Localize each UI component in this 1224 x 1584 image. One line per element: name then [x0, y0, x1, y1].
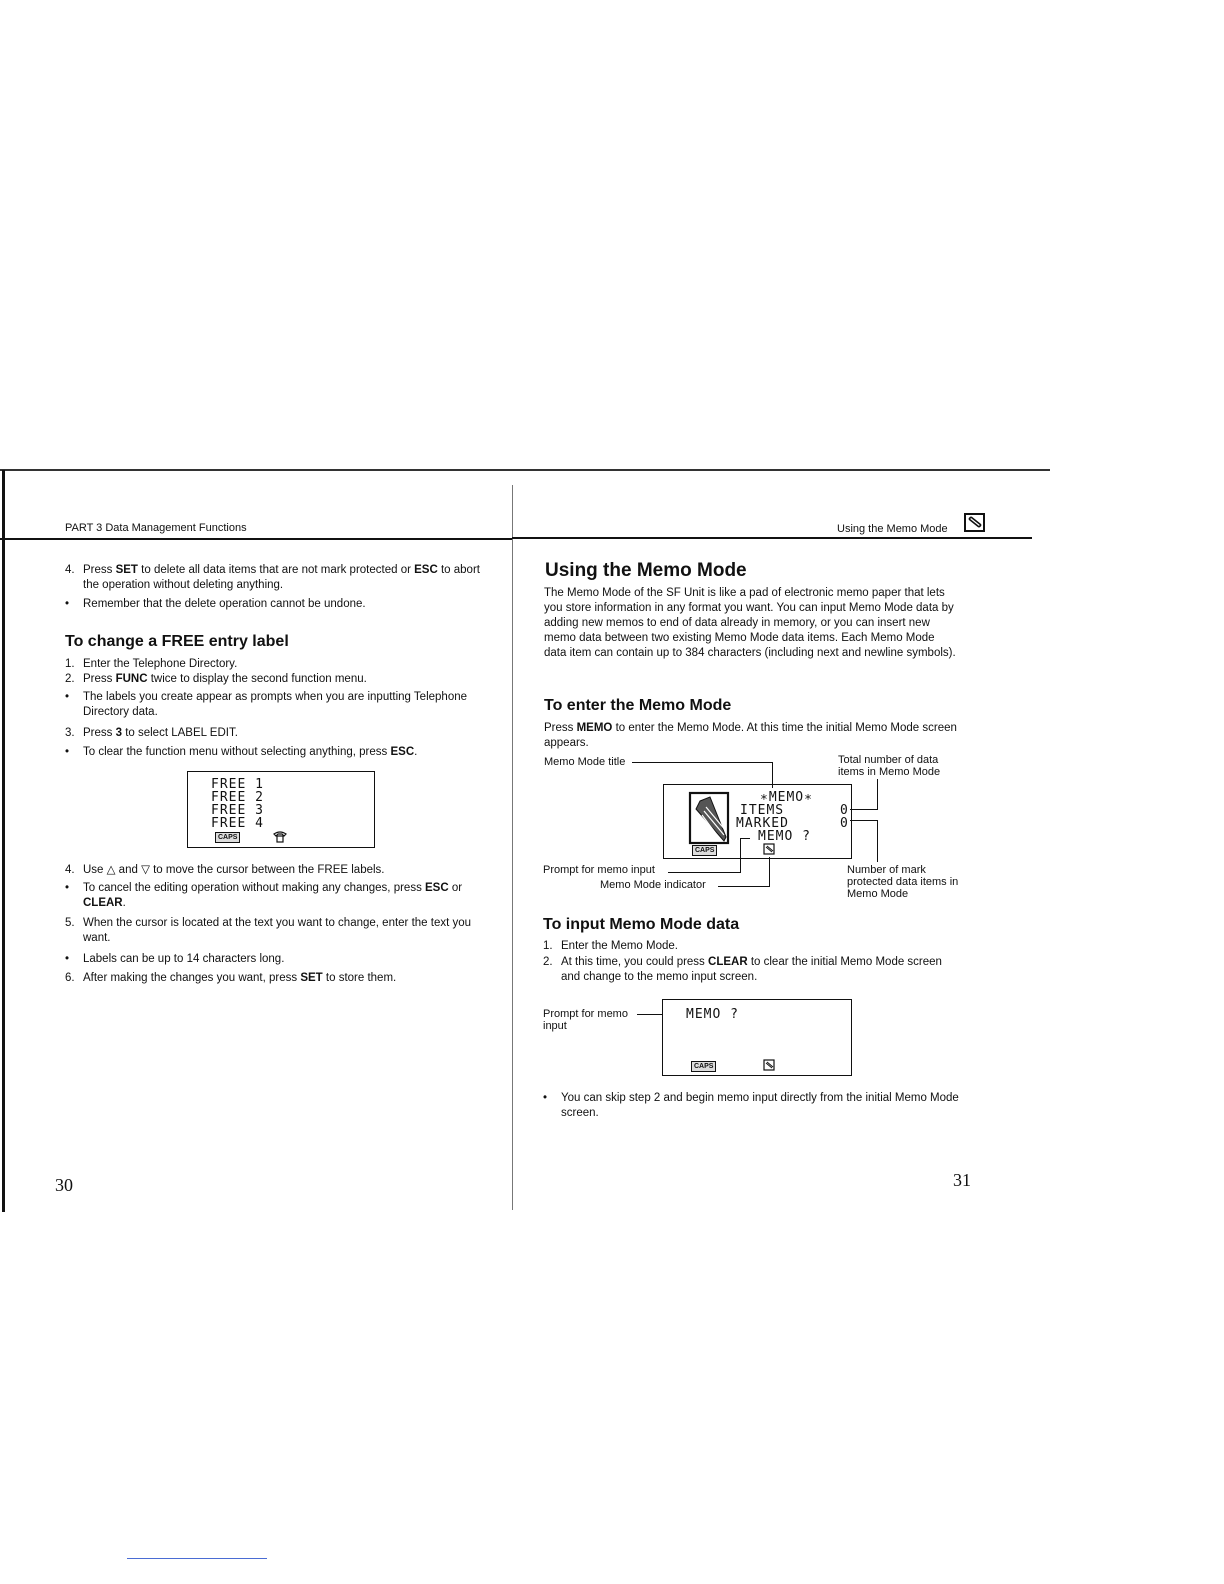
list-item: [65, 690, 485, 720]
list-item: [65, 971, 485, 986]
lcd-memo-title: ∗MEMO∗: [760, 790, 813, 805]
top-edge-rule: [0, 469, 1050, 471]
label-memo-indicator: Memo Mode indicator: [600, 879, 706, 891]
label-total-items: Total number of data items in Memo Mode: [838, 754, 941, 778]
label-prompt-memo-input: Prompt for memo input: [543, 864, 655, 876]
memo-indicator-icon: [763, 843, 775, 855]
enter-memo-text: Press MEMO to enter the Memo Mode. At this time the initial Memo Mode screen appears.: [544, 722, 957, 749]
lcd-marked-value: 0: [840, 816, 849, 831]
lcd-line: FREE 3: [211, 803, 264, 818]
enter-memo-title: To enter the Memo Mode: [544, 697, 732, 714]
leader-prompt-top: [740, 838, 750, 839]
leader-indicator-v: [769, 857, 770, 887]
list-item: [65, 563, 485, 593]
list-text: After making the changes you want, press SET to store them.: [83, 972, 397, 984]
list-marker: 3.: [65, 727, 75, 739]
list-text: When the cursor is located at the text you want to change, enter the text you want.: [83, 917, 472, 944]
list-marker: •: [65, 882, 70, 894]
memo-mode-intro: The Memo Mode of the SF Unit is like a pad of electronic memo paper that lets you store information in any format you want. You can input Memo Mode data by adding new memos to end of data already in memory, or you can insert new memo data between two existing Memo Mode data items. Each Memo Mode data item can contain up to 384 characters (including next and newline symbols).: [544, 587, 956, 659]
spine-line: [512, 485, 513, 1210]
list-marker: •: [65, 691, 70, 703]
caps-indicator: CAPS: [692, 845, 717, 856]
left-page-number: 30: [55, 1175, 73, 1195]
list-marker: 1.: [543, 940, 553, 952]
list-item: [65, 745, 485, 760]
leader-title-v: [772, 762, 773, 788]
left-page-edge: [2, 470, 5, 1212]
lcd-memo-prompt: MEMO ?: [686, 1007, 739, 1022]
list-text: Labels can be up to 14 characters long.: [83, 953, 285, 965]
free-labels-lcd: [187, 771, 375, 848]
list-text: The labels you create appear as prompts when you are inputting Telephone Directory data.: [83, 691, 468, 718]
list-item: [65, 916, 485, 946]
leader-marked-h: [850, 820, 878, 821]
list-text: Press SET to delete all data items that are not mark protected or ESC to abort the operation without deleting anything.: [83, 564, 480, 591]
lcd-memo-prompt: MEMO ?: [758, 829, 811, 844]
memo-mode-title: Using the Memo Mode: [545, 560, 747, 581]
leader-total-h: [850, 809, 878, 810]
label-prompt-memo-input-2: Prompt for memo input: [543, 1008, 628, 1032]
lcd-line: FREE 2: [211, 790, 264, 805]
list-marker: •: [65, 598, 70, 610]
list-item: [65, 672, 485, 687]
leader-title-h: [632, 762, 773, 763]
right-header-rule: [512, 537, 1032, 539]
memo-input-lcd: [662, 999, 852, 1076]
list-text: Enter the Memo Mode.: [561, 940, 678, 952]
left-header-rule: [0, 538, 512, 540]
input-memo-title: To input Memo Mode data: [543, 916, 740, 933]
leader-prompt-h: [668, 872, 741, 873]
list-text: You can skip step 2 and begin memo input directly from the initial Memo Mode screen.: [561, 1092, 959, 1119]
list-text: To clear the function menu without selecting anything, press ESC.: [83, 746, 418, 758]
list-marker: 1.: [65, 658, 75, 670]
memo-initial-lcd: [663, 784, 852, 859]
list-item: [543, 1091, 961, 1121]
lcd-marked-label: MARKED: [736, 816, 789, 831]
list-item: [65, 881, 485, 911]
leader-prompt-v: [740, 838, 741, 873]
list-marker: 6.: [65, 972, 75, 984]
list-text: Press 3 to select LABEL EDIT.: [83, 727, 238, 739]
list-marker: 2.: [65, 673, 75, 685]
left-page-header: PART 3 Data Management Functions: [65, 522, 247, 534]
list-text: Remember that the delete operation cannot be undone.: [83, 598, 366, 610]
list-text: Press FUNC twice to display the second function menu.: [83, 673, 367, 685]
telephone-icon: [273, 830, 287, 843]
list-marker: •: [65, 746, 70, 758]
list-item: [65, 597, 485, 612]
caps-indicator: CAPS: [215, 832, 240, 843]
leader-indicator-h: [718, 886, 770, 887]
list-marker: 4.: [65, 564, 75, 576]
list-text: Enter the Telephone Directory.: [83, 658, 238, 670]
right-page-number: 31: [953, 1170, 971, 1190]
lcd-line: FREE 1: [211, 777, 264, 792]
list-item: [543, 955, 961, 985]
leader-total-v: [877, 779, 878, 810]
caps-indicator: CAPS: [691, 1061, 716, 1072]
label-marked-items: Number of mark protected data items in Memo Mode: [847, 864, 959, 900]
lcd-items-label: ITEMS: [740, 803, 785, 818]
list-marker: •: [543, 1092, 548, 1104]
memo-indicator-icon: [763, 1059, 775, 1071]
list-marker: 2.: [543, 956, 553, 968]
memo-pad-graphic: [686, 789, 734, 847]
list-item: [65, 726, 485, 741]
list-marker: •: [65, 953, 70, 965]
lcd-items-value: 0: [840, 803, 849, 818]
label-memo-mode-title: Memo Mode title: [544, 756, 626, 768]
list-item: [65, 952, 485, 967]
list-item: [65, 657, 485, 672]
bottom-stray-rule: [127, 1558, 267, 1559]
list-item: [543, 939, 961, 954]
list-text: At this time, you could press CLEAR to clear the initial Memo Mode screen and change to the memo input screen.: [561, 956, 942, 983]
list-marker: 5.: [65, 917, 75, 929]
section-title-free-label: To change a FREE entry label: [65, 633, 289, 650]
list-text: Use △ and ▽ to move the cursor between the FREE labels.: [83, 864, 385, 876]
list-item: [65, 863, 485, 878]
leader-marked-v: [877, 820, 878, 862]
list-text: To cancel the editing operation without making any changes, press ESC or CLEAR.: [83, 882, 463, 909]
lcd-line: FREE 4: [211, 816, 264, 831]
memo-mode-icon: [964, 513, 986, 533]
list-marker: 4.: [65, 864, 75, 876]
right-page-header: Using the Memo Mode: [837, 523, 948, 535]
